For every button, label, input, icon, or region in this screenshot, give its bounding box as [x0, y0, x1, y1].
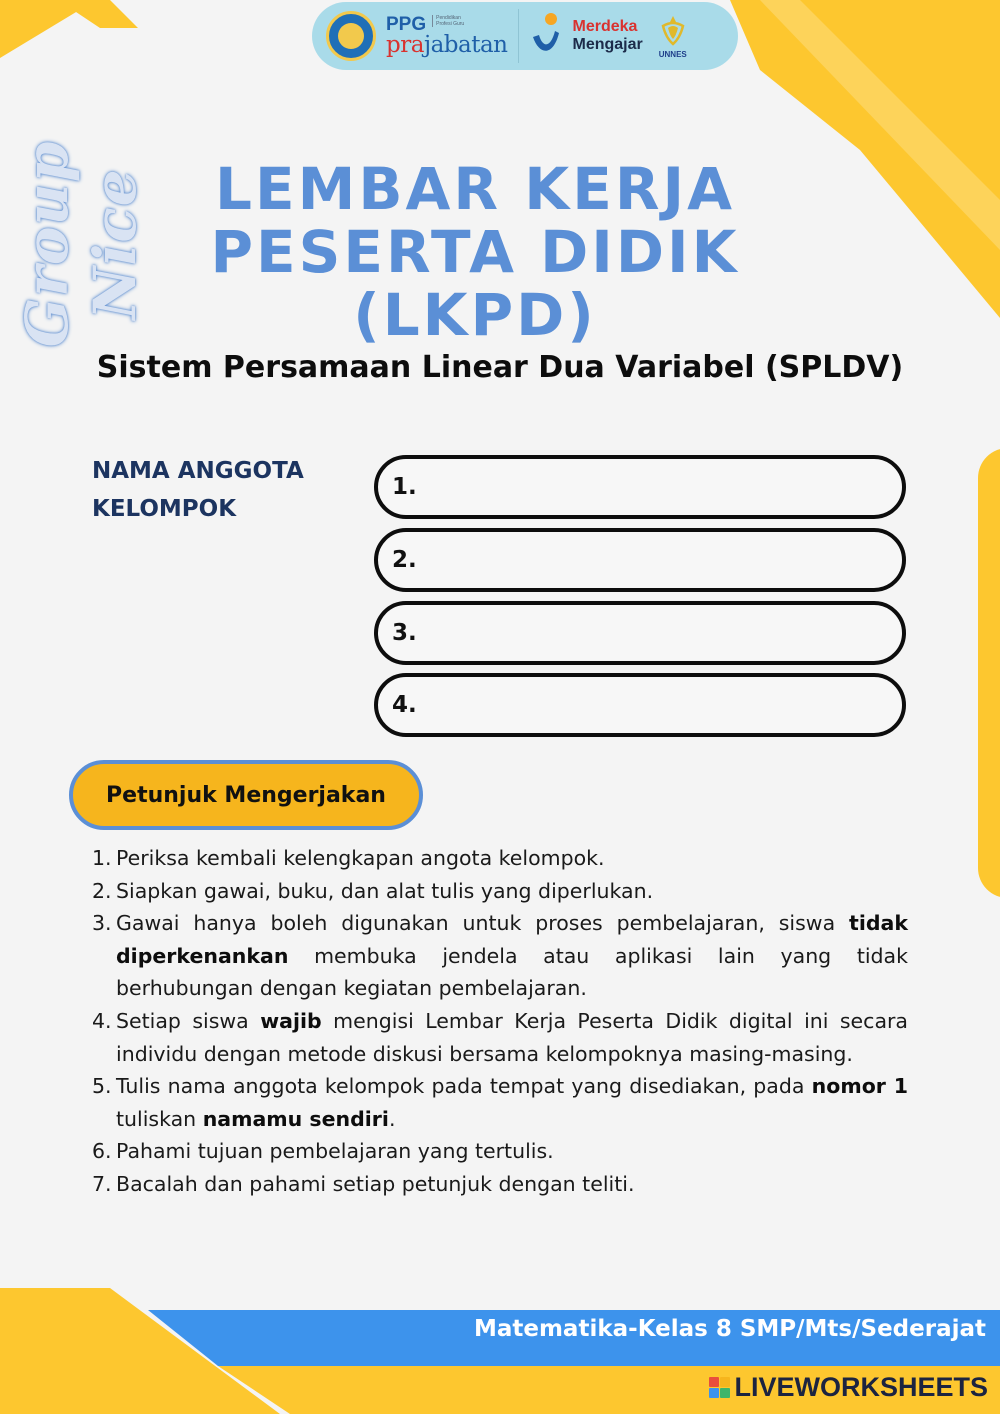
logo-bar — [312, 2, 738, 70]
instruction-item — [92, 842, 908, 875]
member-name-field-4[interactable]: 4. — [374, 673, 906, 737]
instruction-emphasis: tidak diperkenankan — [116, 911, 908, 968]
page-subtitle: Sistem Persamaan Linear Dua Variabel (SPLDV) — [96, 350, 904, 385]
member-name-field-2[interactable]: 2. — [374, 528, 906, 592]
member-name-field-1[interactable]: 1. — [374, 455, 906, 519]
instruction-number: 2. — [92, 878, 112, 903]
instruction-number: 7. — [92, 1171, 112, 1196]
petunjuk-badge: Petunjuk Mengerjakan — [69, 760, 423, 830]
tut-wuri-handayani-logo — [326, 11, 376, 61]
footer-subject-text: Matematika-Kelas 8 SMP/Mts/Sederajat — [473, 1316, 986, 1342]
instruction-text: Gawai hanya boleh digunakan untuk proses pembelajaran, siswa — [116, 911, 850, 936]
instruction-item — [92, 1135, 908, 1168]
instruction-text: Setiap siswa — [116, 1008, 261, 1033]
instruction-text: mengisi Lembar Kerja Peserta Didik digital ini secara individu dengan metode diskusi bersama kelompoknya masing-masing. — [116, 1008, 908, 1066]
instruction-item — [92, 875, 908, 908]
instruction-text: Pahami tujuan pembelajaran yang tertulis. — [116, 1139, 554, 1164]
liveworksheets-icon — [709, 1377, 730, 1398]
instruction-number: 3. — [92, 911, 112, 936]
instruction-emphasis: nomor 1 — [811, 1074, 909, 1099]
instruction-text: Periksa kembali kelengkapan angota kelompok. — [116, 846, 605, 870]
liveworksheets-brand — [709, 1372, 988, 1403]
title-line-2: PESERTA DIDIK — [210, 218, 740, 286]
instruction-item — [92, 1070, 908, 1135]
instruction-text: Tulis nama anggota kelompok pada tempat yang disediakan, pada — [116, 1074, 812, 1099]
title-line-1: LEMBAR KERJA — [215, 155, 735, 223]
instruction-number: 5. — [92, 1074, 112, 1099]
page-title — [150, 155, 800, 349]
instruction-number: 1. — [92, 846, 112, 870]
liveworksheets-text: LIVEWORKSHEETS — [734, 1372, 988, 1402]
ppg-small-text: Pendidikan Profesi Guru — [432, 15, 466, 27]
instruction-item — [92, 1168, 908, 1201]
member-name-field-3[interactable]: 3. — [374, 601, 906, 665]
ppg-prajabatan-logo — [386, 15, 508, 57]
unnes-icon — [660, 14, 686, 50]
instruction-emphasis: namamu sendiri — [202, 1106, 389, 1131]
instruction-text: Bacalah dan pahami setiap petunjuk dengan teliti. — [116, 1171, 635, 1196]
unnes-text: UNNES — [658, 49, 687, 59]
instruction-number: 6. — [92, 1139, 112, 1164]
instruction-item — [92, 1005, 908, 1070]
unnes-logo — [653, 14, 693, 59]
mengajar-text: Mengajar — [572, 36, 643, 53]
members-label: NAMA ANGGOTA KELOMPOK — [92, 458, 304, 522]
logo-divider — [518, 9, 519, 63]
instruction-number: 4. — [92, 1008, 112, 1033]
right-edge-pill — [978, 448, 1000, 898]
ppg-title: PPG — [386, 14, 427, 35]
instruction-text: membuka jendela atau aplikasi lain yang tidak berhubungan dengan kegiatan pembelajaran. — [116, 943, 908, 1001]
prajabatan-text: prajabatan — [386, 32, 508, 58]
instruction-emphasis: wajib — [260, 1008, 322, 1033]
instruction-text: Siapkan gawai, buku, dan alat tulis yang diperlukan. — [116, 878, 654, 903]
instruction-list — [92, 842, 908, 1201]
instruction-item — [92, 907, 908, 1005]
instruction-text: . — [388, 1106, 396, 1131]
group-nice-text: Group Nice — [13, 140, 149, 348]
title-line-3: (LKPD) — [353, 281, 597, 349]
merdeka-text: Merdeka — [572, 18, 638, 36]
merdeka-mengajar-logo — [573, 18, 643, 53]
merdeka-mengajar-icon — [529, 11, 563, 61]
instruction-text: tuliskan — [116, 1106, 203, 1131]
